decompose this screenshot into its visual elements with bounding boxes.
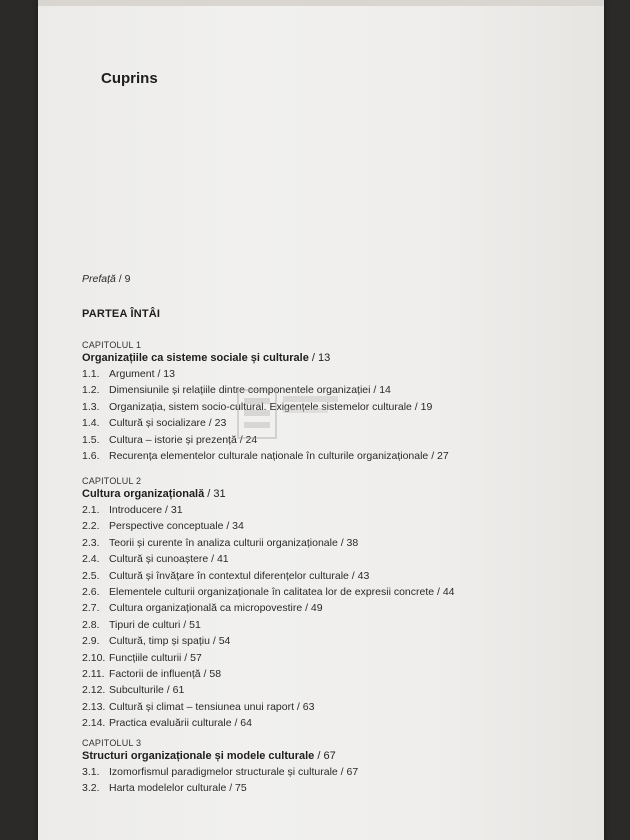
chapter-title-text: Cultura organizațională	[82, 488, 205, 500]
toc-number: 2.6.	[82, 585, 100, 598]
toc-number: 2.2.	[82, 520, 100, 533]
toc-entry	[82, 551, 455, 567]
chapter-title-text: Organizațiile ca sisteme sociale și culturale	[82, 352, 309, 364]
toc-number: 2.11.	[82, 667, 105, 680]
chapter-page: / 13	[308, 352, 331, 364]
preface-entry	[82, 273, 130, 285]
chapter-3	[82, 738, 358, 797]
toc-number: 2.5.	[82, 569, 100, 582]
toc-entry	[82, 764, 358, 780]
toc-number: 2.7.	[82, 602, 100, 615]
toc-text: Dimensiunile și relațiile dintre componentele organizației / 14	[109, 384, 391, 397]
toc-entry	[82, 584, 455, 600]
page-title: Cuprins	[101, 70, 158, 87]
chapter-title	[82, 750, 358, 762]
toc-entry	[82, 518, 455, 534]
chapter-page: / 31	[204, 488, 226, 500]
toc-text: Argument / 13	[109, 368, 175, 380]
toc-entry	[82, 666, 455, 682]
toc-entry	[82, 650, 455, 666]
toc-number: 1.6.	[82, 449, 100, 462]
toc-text: Cultură și învățare în contextul diferențelor culturale / 43	[109, 569, 370, 582]
toc-text: Funcțiile culturii / 57	[109, 651, 202, 664]
chapter-2-items	[82, 502, 455, 731]
toc-entry	[82, 535, 455, 551]
chapter-title	[82, 352, 449, 364]
toc-text: Cultură, timp și spațiu / 54	[109, 635, 231, 648]
toc-entry	[82, 715, 455, 731]
book-page	[38, 0, 604, 840]
toc-entry	[82, 699, 455, 715]
chapter-3-items	[82, 764, 358, 797]
chapter-title	[82, 488, 455, 500]
toc-entry	[82, 366, 449, 382]
chapter-page: / 67	[314, 750, 336, 762]
toc-number: 2.13.	[82, 700, 106, 713]
toc-number: 2.8.	[82, 618, 100, 631]
toc-number: 1.1.	[82, 368, 100, 380]
toc-text: Elementele culturii organizaționale în calitatea lor de expresii concrete / 44	[109, 585, 455, 598]
page-top-edge	[38, 0, 604, 6]
toc-text: Cultură și climat – tensiunea unui raport / 63	[109, 700, 315, 713]
toc-entry	[82, 568, 455, 584]
toc-text: Practica evaluării culturale / 64	[109, 717, 252, 730]
toc-text: Subculturile / 61	[109, 684, 185, 697]
toc-entry	[82, 633, 455, 649]
toc-text: Cultura – istorie și prezență / 24	[109, 433, 258, 446]
toc-number: 2.14.	[82, 717, 106, 730]
chapter-label: CAPITOLUL 1	[82, 340, 142, 350]
toc-number: 2.1.	[82, 504, 100, 516]
toc-number: 1.3.	[82, 400, 100, 413]
toc-number: 2.9.	[82, 635, 100, 648]
chapter-title-text: Structuri organizaționale și modele culturale	[82, 750, 315, 762]
toc-text: Cultura organizațională ca micropovestire / 49	[109, 602, 323, 615]
toc-text: Organizația, sistem socio-cultural. Exigențele sistemelor culturale / 19	[109, 400, 433, 413]
toc-text: Introducere / 31	[109, 504, 183, 516]
toc-text: Recurența elementelor culturale naționale în culturile organizaționale / 27	[109, 449, 449, 462]
toc-text: Harta modelelor culturale / 75	[109, 782, 247, 795]
toc-text: Perspective conceptuale / 34	[109, 520, 244, 533]
toc-entry	[82, 600, 455, 616]
toc-text: Cultură și socializare / 23	[109, 417, 227, 430]
chapter-2	[82, 476, 455, 731]
toc-number: 2.3.	[82, 536, 100, 549]
chapter-label: CAPITOLUL 3	[82, 738, 142, 748]
toc-text: Izomorfismul paradigmelor structurale și culturale / 67	[109, 766, 359, 778]
toc-entry	[82, 682, 455, 698]
toc-text: Teorii și curente în analiza culturii organizaționale / 38	[109, 536, 359, 549]
toc-number: 2.4.	[82, 553, 100, 566]
toc-entry	[82, 780, 358, 796]
toc-number: 1.2.	[82, 384, 100, 397]
toc-number: 3.1.	[82, 766, 100, 778]
preface-page: / 9	[115, 273, 131, 285]
preface-label: Prefață	[82, 273, 116, 285]
toc-number: 2.12.	[82, 684, 106, 697]
watermark-logo-icon	[233, 382, 343, 472]
toc-number: 1.5.	[82, 433, 100, 446]
toc-text: Factorii de influență / 58	[109, 667, 222, 680]
toc-text: Cultură și cunoaștere / 41	[109, 553, 229, 566]
toc-text: Tipuri de culturi / 51	[109, 618, 201, 631]
toc-entry	[82, 502, 455, 518]
toc-number: 2.10.	[82, 651, 106, 664]
toc-number: 3.2.	[82, 782, 100, 795]
toc-number: 1.4.	[82, 417, 100, 430]
part-heading: PARTEA ÎNTÂI	[82, 308, 161, 320]
chapter-label: CAPITOLUL 2	[82, 476, 142, 486]
toc-entry	[82, 617, 455, 633]
